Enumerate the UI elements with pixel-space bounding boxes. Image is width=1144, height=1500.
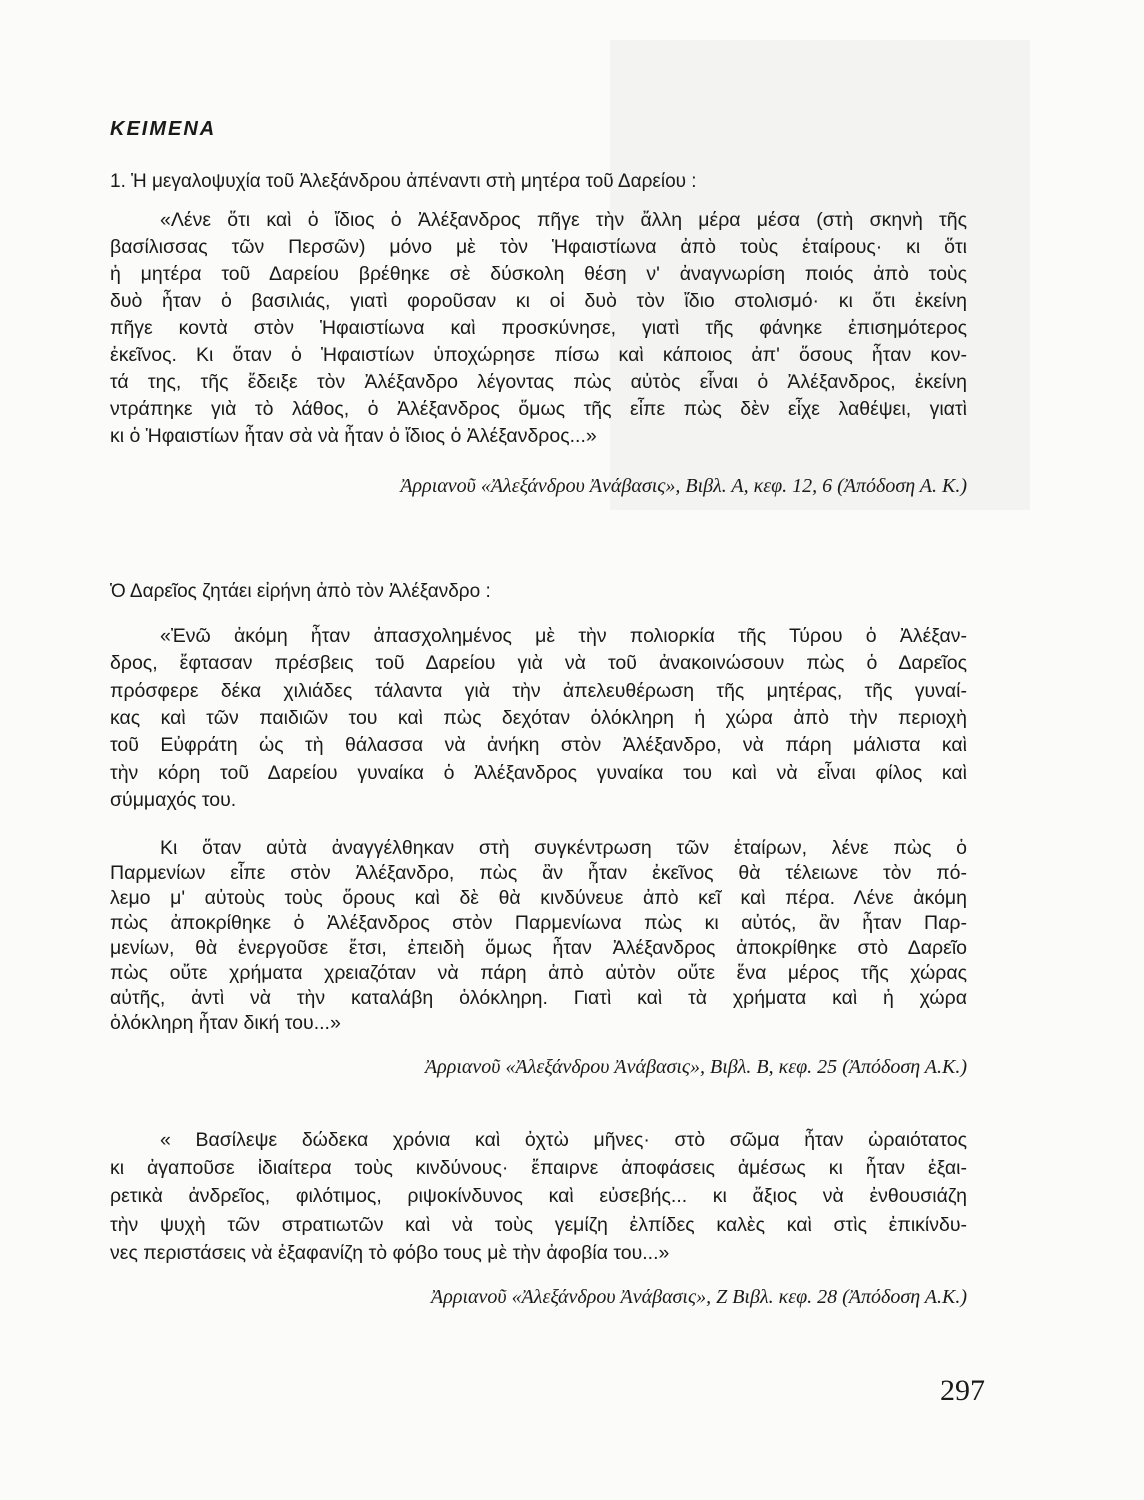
text-line: Παρμενίων εἶπε στὸν Ἀλέξανδρο, πὼς ἂν ἦταν ἐκεῖνος θὰ τέλειωνε τὸν πό-: [110, 862, 967, 884]
text-line: «Λένε ὅτι καὶ ὁ ἴδιος ὁ Ἀλέξανδρος πῆγε τὴν ἄλλη μέρα μέσα (στὴ σκηνὴ τῆς: [160, 209, 967, 231]
text-line: ὁλόκληρη ἦταν δική του...»: [110, 1012, 341, 1034]
citation: Ἀρριανοῦ «Ἀλεξάνδρου Ἀνάβασις», Βιβλ. Α, κεφ. 12, 6 (Ἀπόδοση Α. Κ.): [400, 475, 967, 497]
text-line: τὴν κόρη τοῦ Δαρείου γυναίκα ὁ Ἀλέξανδρος γυναίκα του καὶ νὰ εἶναι φίλος καὶ: [110, 761, 967, 784]
text-line: Κι ὅταν αὐτὰ ἀναγγέλθηκαν στὴ συγκέντρωση τῶν ἑταίρων, λένε πὼς ὁ: [160, 837, 967, 859]
text-line: « Βασίλεψε δώδεκα χρόνια καὶ ὀχτὼ μῆνες· στὸ σῶμα ἦταν ὡραιότατος: [160, 1129, 967, 1151]
text-line: ἡ μητέρα τοῦ Δαρείου βρέθηκε σὲ δύσκολη θέση ν' ἀναγνωρίση ποιός ἀπὸ τοὺς: [110, 263, 967, 285]
text-line: κι ὁ Ἡφαιστίων ἦταν σὰ νὰ ἦταν ὁ ἴδιος ὁ Ἀλέξανδρος...»: [110, 425, 597, 447]
text-line: σύμμαχός του.: [110, 788, 237, 811]
citation: Ἀρριανοῦ «Ἀλεξάνδρου Ἀνάβασις», Βιβλ. Β, κεφ. 25 (Ἀπόδοση Α.Κ.): [424, 1056, 967, 1078]
page-number: 297: [940, 1374, 985, 1407]
text-line: δυὸ ἦταν ὁ βασιλιάς, γιατὶ φοροῦσαν κι οἱ δυὸ τὸν ἴδιο στολισμό· κι ὅτι ἐκείνη: [110, 290, 967, 312]
text-line: αὐτῆς, ἀντὶ νὰ τὴν καταλάβη ὁλόκληρη. Γιατὶ καὶ τὰ χρήματα καὶ ἡ χώρα: [110, 987, 967, 1009]
text-line: τά της, τῆς ἔδειξε τὸν Ἀλέξανδρο λέγοντας πὼς αὐτὸς εἶναι ὁ Ἀλέξανδρος, ἐκείνη: [110, 371, 967, 393]
text-line: λεμο μ' αὐτοὺς τοὺς ὅρους καὶ δὲ θὰ κινδύνευε ἀπὸ κεῖ καὶ πέρα. Λένε ἀκόμη: [110, 887, 967, 909]
text-line: μενίων, θὰ ἐνεργοῦσε ἔτσι, ἐπειδὴ ὅμως ἦταν Ἀλέξανδρος ἀποκρίθηκε στὸ Δαρεῖο: [110, 937, 967, 959]
text-line: τοῦ Εὐφράτη ὡς τὴ θάλασσα νὰ ἀνήκη στὸν Ἀλέξανδρο, νὰ πάρη μάλιστα καὶ: [110, 734, 967, 757]
section-heading: 1. Ἡ μεγαλοψυχία τοῦ Ἀλεξάνδρου ἀπέναντι στὴ μητέρα τοῦ Δαρείου :: [110, 171, 697, 192]
text-line: «Ἐνῶ ἀκόμη ἦταν ἀπασχολημένος μὲ τὴν πολιορκία τῆς Τύρου ὁ Ἀλέξαν-: [160, 625, 967, 647]
text-line: κας καὶ τῶν παιδιῶν του καὶ πὼς δεχόταν ὁλόκληρη ἡ χώρα ἀπὸ τὴν περιοχὴ: [110, 706, 967, 729]
text-line: ἐκεῖνος. Κι ὅταν ὁ Ἡφαιστίων ὑποχώρησε πίσω καὶ κάποιος ἀπ' ὅσους ἦταν κον-: [110, 344, 967, 366]
text-line: βασίλισσας τῶν Περσῶν) μόνο μὲ τὸν Ἡφαιστίωνα ἀπὸ τοὺς ἑταίρους· κι ὅτι: [110, 236, 967, 258]
text-line: ρετικὰ ἀνδρεῖος, φιλότιμος, ριψοκίνδυνος καὶ εὐσεβής... κι ἄξιος νὰ ἐνθουσιάζη: [110, 1185, 967, 1208]
text-line: πὼς ἀποκρίθηκε ὁ Ἀλέξανδρος στὸν Παρμενίωνα πὼς κι αὐτός, ἂν ἦταν Παρ-: [110, 912, 967, 934]
page-title: ΚΕΙΜΕΝΑ: [110, 118, 217, 140]
text-line: πῆγε κοντὰ στὸν Ἡφαιστίωνα καὶ προσκύνησε, γιατὶ τῆς φάνηκε ἐπισημότερος: [110, 317, 967, 339]
text-line: πὼς οὔτε χρήματα χρειαζόταν νὰ πάρη ἀπὸ αὐτὸν οὔτε ἕνα μέρος τῆς χώρας: [110, 962, 967, 984]
text-line: κι ἀγαποῦσε ἰδιαίτερα τοὺς κινδύνους· ἔπαιρνε ἀποφάσεις ἀμέσως κι ἦταν ἐξαι-: [110, 1157, 967, 1180]
section-heading: Ὁ Δαρεῖος ζητάει εἰρήνη ἀπὸ τὸν Ἀλέξανδρο :: [110, 581, 491, 602]
text-line: ντράπηκε γιὰ τὸ λάθος, ὁ Ἀλέξανδρος ὅμως τῆς εἶπε πὼς δὲν εἶχε λαθέψει, γιατὶ: [110, 398, 967, 420]
text-line: δρος, ἔφτασαν πρέσβεις τοῦ Δαρείου γιὰ νὰ τοῦ ἀνακοινώσουν πὼς ὁ Δαρεῖος: [110, 652, 967, 675]
text-line: τὴν ψυχὴ τῶν στρατιωτῶν καὶ νὰ τοὺς γεμίζη ἐλπίδες καλὲς καὶ στὶς ἐπικίνδυ-: [110, 1213, 967, 1236]
citation: Ἀρριανοῦ «Ἀλεξάνδρου Ἀνάβασις», Ζ Βιβλ. κεφ. 28 (Ἀπόδοση Α.Κ.): [431, 1286, 967, 1308]
text-line: πρόσφερε δέκα χιλιάδες τάλαντα γιὰ τὴν ἀπελευθέρωση τῆς μητέρας, τῆς γυναί-: [110, 679, 967, 702]
text-line: νες περιστάσεις νὰ ἐξαφανίζη τὸ φόβο τους μὲ τὴν ἀφοβία του...»: [110, 1241, 670, 1264]
